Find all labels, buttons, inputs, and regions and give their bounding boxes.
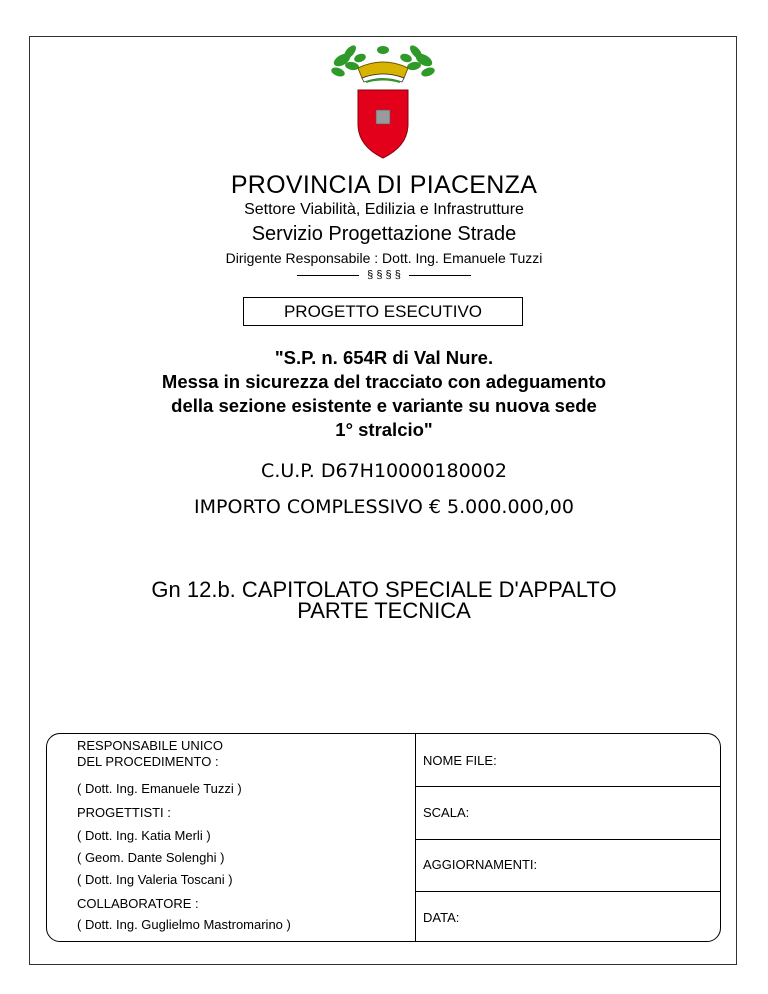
province-crest-icon	[330, 42, 436, 162]
total-amount: IMPORTO COMPLESSIVO € 5.000.000,00	[194, 496, 574, 518]
table-divider-vertical	[415, 734, 416, 941]
designer-name: ( Dott. Ing. Katia Merli )	[77, 828, 211, 843]
table-divider-horizontal	[415, 839, 720, 840]
table-divider-horizontal	[415, 786, 720, 787]
project-title-line: della sezione esistente e variante su nuova sede	[171, 395, 597, 416]
updates-label: AGGIORNAMENTI:	[423, 857, 538, 872]
title-block-table	[46, 733, 721, 942]
service-name: Servizio Progettazione Strade	[251, 223, 517, 245]
sector-name: Settore Viabilità, Edilizia e Infrastrutture	[244, 201, 524, 218]
responsible-manager: Dirigente Responsabile : Dott. Ing. Emanuele Tuzzi	[225, 250, 543, 266]
project-title-line: "S.P. n. 654R di Val Nure.	[274, 347, 494, 368]
collaborator-name: ( Dott. Ing. Guglielmo Mastromarino )	[77, 917, 291, 932]
document-title	[0, 579, 768, 621]
section-ornament	[0, 269, 768, 281]
document-title-line: Gn 12.b. CAPITOLATO SPECIALE D'APPALTO	[151, 577, 617, 602]
scale-label: SCALA:	[423, 805, 470, 820]
rup-label-line2: DEL PROCEDIMENTO :	[77, 754, 219, 769]
ornament-symbols: § § § §	[367, 269, 401, 281]
designer-name: ( Geom. Dante Solenghi )	[77, 850, 225, 865]
table-divider-horizontal	[415, 891, 720, 892]
project-type-box: PROGETTO ESECUTIVO	[243, 297, 523, 326]
ornament-line-left	[297, 275, 359, 276]
ornament-line-right	[409, 275, 471, 276]
date-label: DATA:	[423, 910, 460, 925]
cup-code: C.U.P. D67H10000180002	[261, 460, 507, 482]
file-name-label: NOME FILE:	[423, 753, 497, 768]
project-title	[0, 346, 768, 442]
project-title-line: 1° stralcio"	[335, 419, 433, 440]
designers-label: PROGETTISTI :	[77, 805, 171, 820]
document-title-line: PARTE TECNICA	[297, 598, 471, 623]
project-title-line: Messa in sicurezza del tracciato con adeguamento	[161, 371, 607, 392]
collaborator-label: COLLABORATORE :	[77, 896, 199, 911]
organization-name: PROVINCIA DI PIACENZA	[230, 171, 538, 199]
designer-name: ( Dott. Ing Valeria Toscani )	[77, 872, 233, 887]
rup-name: ( Dott. Ing. Emanuele Tuzzi )	[77, 781, 242, 796]
rup-label-line1: RESPONSABILE UNICO	[77, 738, 223, 753]
